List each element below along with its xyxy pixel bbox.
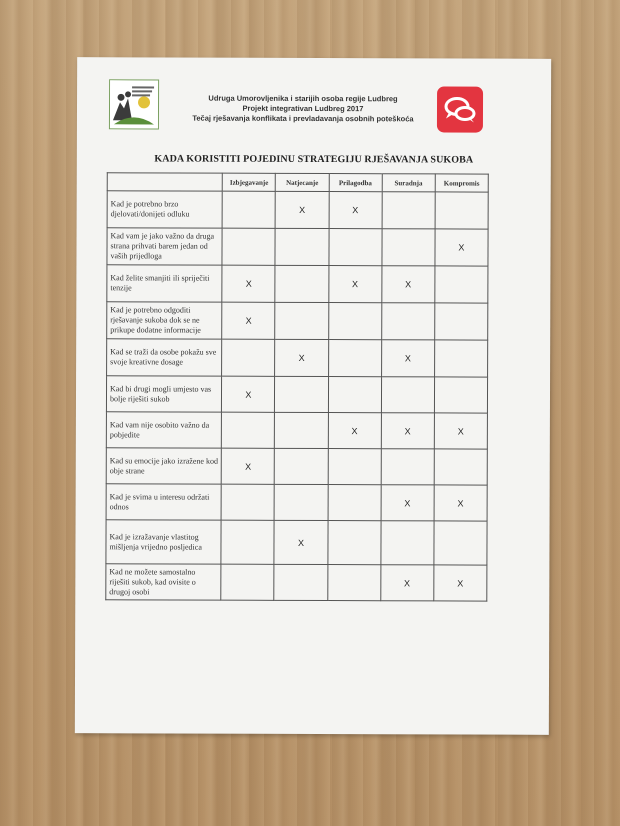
table-cell	[274, 564, 327, 600]
header-line-2: Projekt integrativan Ludbreg 2017	[242, 103, 364, 114]
table-row	[106, 484, 487, 521]
table-cell	[382, 229, 435, 266]
table-row	[107, 191, 488, 229]
table-cell	[381, 303, 434, 340]
header-line-3: Tečaj rješavanja konflikata i prevladavanja osobnih poteškoća	[192, 113, 414, 124]
column-header: Suradnja	[382, 174, 435, 192]
row-label: Kad je izražavanje vlastitog mišljenja vrijedno posljedica	[106, 520, 221, 564]
table-cell: X	[274, 520, 327, 564]
row-label: Kad vam nije osobito važno da pobjedite	[106, 412, 221, 448]
table-cell	[435, 192, 488, 229]
table-cell	[275, 265, 328, 302]
header-text	[173, 94, 433, 125]
row-label: Kad je potrebno odgoditi rješavanje sukoba dok se ne prikupe dodatne informacije	[107, 302, 222, 339]
table-cell	[434, 377, 487, 413]
table-cell	[275, 448, 328, 484]
column-header	[107, 173, 222, 191]
column-header: Kompromis	[435, 174, 488, 192]
table-row	[106, 412, 487, 449]
table-cell: X	[381, 266, 434, 303]
table-cell	[222, 191, 275, 228]
table-cell: X	[222, 265, 275, 302]
table-cell	[328, 485, 381, 521]
table-cell	[221, 564, 274, 600]
table-cell	[329, 229, 382, 266]
table-cell: X	[222, 376, 275, 412]
table-cell: X	[434, 485, 487, 521]
table-row	[107, 302, 488, 340]
table-cell	[222, 339, 275, 376]
speech-bubbles-logo-icon	[437, 86, 483, 132]
table-row	[107, 228, 488, 266]
table-cell: X	[380, 565, 433, 601]
table-cell	[275, 412, 328, 448]
table-cell: X	[276, 191, 329, 228]
table-row	[107, 339, 488, 377]
row-label: Kad je potrebno brzo djelovati/donijeti odluku	[107, 191, 222, 228]
table-cell: X	[222, 302, 275, 339]
table-cell	[382, 192, 435, 229]
row-label: Kad želite smanjiti ili spriječiti tenzije	[107, 265, 222, 302]
page-title: KADA KORISTITI POJEDINU STRATEGIJU RJEŠAVANJA SUKOBA	[154, 153, 474, 166]
table-cell	[381, 377, 434, 413]
table-cell	[328, 340, 381, 377]
strategy-table	[105, 172, 488, 601]
table-cell: X	[435, 229, 488, 266]
table-cell: X	[328, 266, 381, 303]
table-cell	[328, 377, 381, 413]
table-cell	[327, 565, 380, 601]
table-cell	[275, 376, 328, 412]
row-label: Kad ne možete samostalno riješiti sukob, kad ovisite o drugoj osobi	[106, 564, 221, 600]
table-cell	[221, 520, 274, 564]
column-header: Natjecanje	[276, 173, 329, 191]
table-cell	[275, 228, 328, 265]
association-logo-icon	[109, 79, 159, 129]
table-cell: X	[381, 340, 434, 377]
table-cell	[275, 302, 328, 339]
row-label: Kad vam je jako važno da druga strana prihvati barem jedan od vaših prijedloga	[107, 228, 222, 265]
table-row	[106, 564, 487, 601]
table-cell	[434, 449, 487, 485]
table-cell: X	[434, 413, 487, 449]
column-header: Izbjegavanje	[223, 173, 276, 191]
table-row	[106, 520, 487, 565]
row-label: Kad bi drugi mogli umjesto vas bolje riješiti sukob	[106, 376, 221, 412]
table-cell: X	[381, 485, 434, 521]
row-label: Kad se traži da osobe pokažu sve svoje kreativne dosage	[107, 339, 222, 376]
row-label: Kad je svima u interesu održati odnos	[106, 484, 221, 520]
table-cell: X	[275, 339, 328, 376]
table-cell	[381, 449, 434, 485]
table-cell: X	[329, 192, 382, 229]
table-cell	[328, 303, 381, 340]
header-line-1: Udruga Umorovljenika i starijih osoba regije Ludbreg	[208, 93, 398, 104]
column-header: Prilagodba	[329, 174, 382, 192]
table-row	[106, 376, 487, 413]
table-row	[107, 265, 488, 303]
table-cell	[328, 449, 381, 485]
table-cell	[435, 266, 488, 303]
table-cell: X	[328, 413, 381, 449]
table-cell	[434, 340, 487, 377]
row-label: Kad su emocije jako izražene kod obje strane	[106, 448, 221, 484]
table-cell	[222, 412, 275, 448]
table-cell	[327, 521, 380, 565]
paper-sheet	[75, 57, 551, 735]
table-cell: X	[381, 413, 434, 449]
table-cell: X	[434, 565, 487, 601]
table-cell	[222, 228, 275, 265]
table-row	[106, 448, 487, 485]
table-header-row	[107, 173, 488, 192]
table-cell	[434, 521, 487, 565]
table-cell	[434, 303, 487, 340]
table-cell	[381, 521, 434, 565]
table-cell	[221, 484, 274, 520]
table-cell: X	[221, 448, 274, 484]
table-cell	[274, 484, 327, 520]
